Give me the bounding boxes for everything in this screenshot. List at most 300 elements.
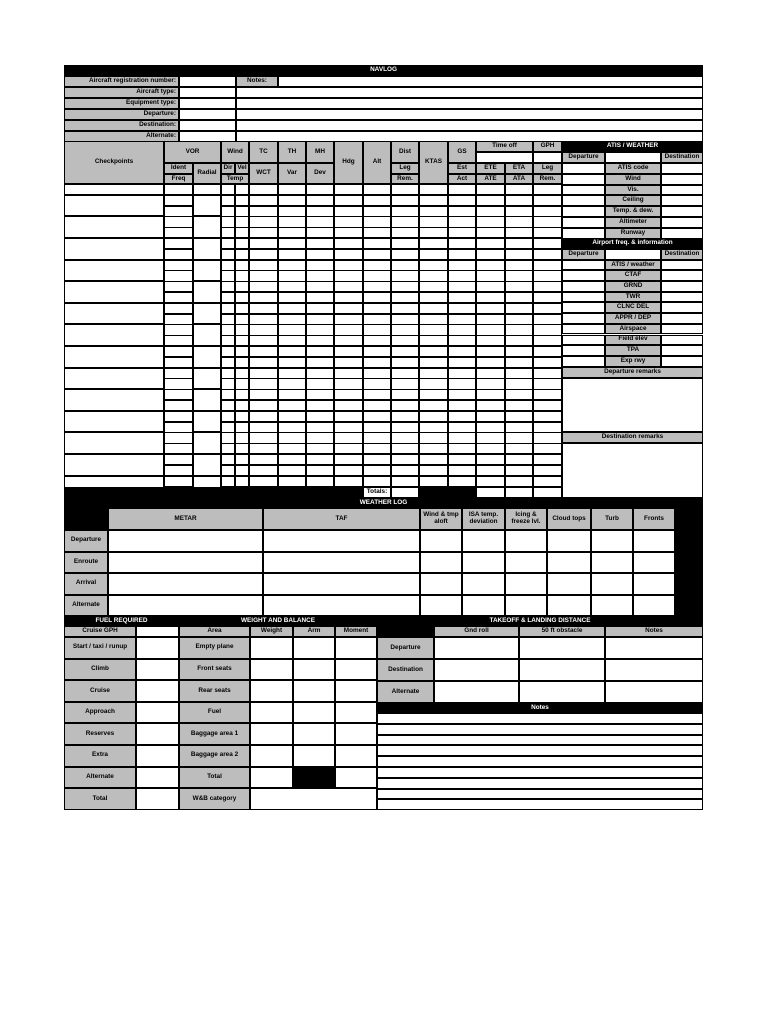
navlog-cell[interactable] [221, 292, 235, 303]
weather-cell[interactable] [591, 573, 633, 595]
airport-destination-value[interactable] [661, 302, 703, 313]
navlog-cell[interactable] [306, 314, 334, 325]
takeoff-cell[interactable] [434, 637, 519, 659]
weather-cell[interactable] [633, 573, 675, 595]
navlog-cell[interactable] [249, 454, 278, 465]
checkpoint-cell[interactable] [64, 281, 164, 303]
navlog-cell[interactable] [221, 443, 235, 454]
departure-remarks-field[interactable] [562, 378, 703, 432]
radial-cell[interactable] [193, 324, 221, 346]
destination-remarks-field[interactable] [562, 443, 703, 498]
navlog-cell[interactable] [448, 281, 476, 292]
navlog-cell[interactable] [334, 465, 363, 476]
navlog-cell[interactable] [505, 249, 533, 260]
navlog-cell[interactable] [505, 443, 533, 454]
navlog-cell[interactable] [363, 314, 391, 325]
navlog-cell[interactable] [221, 303, 235, 314]
wb-category-field[interactable] [250, 788, 377, 810]
navlog-cell[interactable] [249, 324, 278, 335]
navlog-cell[interactable] [476, 314, 505, 325]
navlog-cell[interactable] [334, 216, 363, 227]
navlog-cell[interactable] [476, 324, 505, 335]
weather-cell[interactable] [420, 595, 462, 617]
navlog-cell[interactable] [419, 281, 448, 292]
weather-cell[interactable] [633, 595, 675, 617]
navlog-cell[interactable] [278, 411, 306, 422]
notes-line[interactable] [377, 767, 703, 778]
airport-departure-value[interactable] [562, 313, 605, 324]
navlog-cell[interactable] [235, 206, 249, 217]
navlog-cell[interactable] [363, 292, 391, 303]
navlog-cell[interactable] [533, 303, 562, 314]
navlog-cell[interactable] [448, 184, 476, 195]
navlog-cell[interactable] [235, 303, 249, 314]
navlog-cell[interactable] [533, 432, 562, 443]
navlog-cell[interactable] [391, 411, 419, 422]
navlog-cell[interactable] [235, 400, 249, 411]
airport-departure-value[interactable] [562, 281, 605, 292]
navlog-cell[interactable] [363, 303, 391, 314]
weather-cell[interactable] [633, 552, 675, 574]
navlog-cell[interactable] [306, 454, 334, 465]
navlog-cell[interactable] [164, 238, 193, 249]
navlog-cell[interactable] [391, 335, 419, 346]
navlog-cell[interactable] [533, 335, 562, 346]
navlog-cell[interactable] [235, 260, 249, 271]
navlog-cell[interactable] [306, 346, 334, 357]
wb-moment[interactable] [335, 702, 377, 724]
wb-arm[interactable] [293, 659, 335, 681]
navlog-cell[interactable] [278, 476, 306, 487]
navlog-cell[interactable] [391, 227, 419, 238]
navlog-cell[interactable] [363, 465, 391, 476]
wb-arm[interactable] [293, 680, 335, 702]
navlog-cell[interactable] [391, 249, 419, 260]
navlog-cell[interactable] [306, 422, 334, 433]
navlog-cell[interactable] [419, 476, 448, 487]
radial-cell[interactable] [193, 389, 221, 411]
navlog-cell[interactable] [533, 378, 562, 389]
info-line-1[interactable] [236, 87, 703, 98]
navlog-cell[interactable] [505, 238, 533, 249]
weather-cell[interactable] [420, 552, 462, 574]
navlog-cell[interactable] [419, 270, 448, 281]
navlog-cell[interactable] [221, 281, 235, 292]
navlog-cell[interactable] [164, 432, 193, 443]
navlog-cell[interactable] [448, 238, 476, 249]
navlog-cell[interactable] [448, 454, 476, 465]
weather-cell[interactable] [108, 552, 263, 574]
navlog-cell[interactable] [448, 292, 476, 303]
airport-destination-value[interactable] [661, 335, 703, 346]
weather-cell[interactable] [263, 552, 420, 574]
navlog-cell[interactable] [164, 346, 193, 357]
navlog-cell[interactable] [235, 357, 249, 368]
navlog-cell[interactable] [249, 281, 278, 292]
navlog-cell[interactable] [249, 378, 278, 389]
navlog-cell[interactable] [476, 195, 505, 206]
navlog-cell[interactable] [221, 216, 235, 227]
fuel-value[interactable] [136, 788, 179, 810]
navlog-cell[interactable] [476, 292, 505, 303]
navlog-cell[interactable] [419, 314, 448, 325]
navlog-cell[interactable] [533, 443, 562, 454]
navlog-cell[interactable] [164, 303, 193, 314]
navlog-cell[interactable] [363, 422, 391, 433]
navlog-cell[interactable] [448, 314, 476, 325]
navlog-cell[interactable] [505, 432, 533, 443]
navlog-cell[interactable] [419, 195, 448, 206]
navlog-cell[interactable] [164, 314, 193, 325]
wb-moment[interactable] [335, 745, 377, 767]
takeoff-cell[interactable] [434, 681, 519, 703]
navlog-cell[interactable] [164, 400, 193, 411]
navlog-cell[interactable] [505, 314, 533, 325]
navlog-cell[interactable] [249, 303, 278, 314]
navlog-cell[interactable] [164, 206, 193, 217]
navlog-cell[interactable] [391, 184, 419, 195]
atis-departure-value[interactable] [562, 174, 605, 185]
navlog-cell[interactable] [363, 432, 391, 443]
wb-arm[interactable] [293, 745, 335, 767]
atis-destination-value[interactable] [661, 163, 703, 174]
weather-cell[interactable] [547, 530, 591, 552]
navlog-cell[interactable] [476, 400, 505, 411]
wb-weight[interactable] [250, 659, 293, 681]
navlog-cell[interactable] [533, 206, 562, 217]
weather-cell[interactable] [591, 595, 633, 617]
airport-destination-value[interactable] [661, 356, 703, 367]
navlog-cell[interactable] [278, 303, 306, 314]
navlog-cell[interactable] [505, 400, 533, 411]
navlog-cell[interactable] [533, 465, 562, 476]
navlog-cell[interactable] [221, 411, 235, 422]
airport-departure-value[interactable] [562, 270, 605, 281]
navlog-cell[interactable] [235, 270, 249, 281]
navlog-cell[interactable] [363, 368, 391, 379]
navlog-cell[interactable] [221, 465, 235, 476]
navlog-cell[interactable] [533, 422, 562, 433]
navlog-cell[interactable] [391, 443, 419, 454]
navlog-cell[interactable] [476, 476, 505, 487]
navlog-cell[interactable] [278, 368, 306, 379]
info-value-3[interactable] [179, 109, 236, 120]
checkpoint-cell[interactable] [64, 411, 164, 433]
navlog-cell[interactable] [334, 227, 363, 238]
navlog-cell[interactable] [306, 195, 334, 206]
wb-moment[interactable] [335, 659, 377, 681]
navlog-cell[interactable] [235, 227, 249, 238]
checkpoint-cell[interactable] [64, 216, 164, 238]
navlog-cell[interactable] [249, 368, 278, 379]
takeoff-cell[interactable] [605, 659, 703, 681]
navlog-cell[interactable] [363, 378, 391, 389]
airport-destination-value[interactable] [661, 281, 703, 292]
navlog-cell[interactable] [419, 443, 448, 454]
navlog-cell[interactable] [221, 454, 235, 465]
navlog-cell[interactable] [249, 238, 278, 249]
atis-destination-value[interactable] [661, 195, 703, 206]
wb-weight[interactable] [250, 723, 293, 745]
wb-weight[interactable] [250, 745, 293, 767]
weather-cell[interactable] [420, 573, 462, 595]
navlog-cell[interactable] [221, 206, 235, 217]
navlog-cell[interactable] [334, 249, 363, 260]
navlog-cell[interactable] [533, 184, 562, 195]
radial-cell[interactable] [193, 411, 221, 433]
navlog-cell[interactable] [391, 292, 419, 303]
navlog-cell[interactable] [476, 216, 505, 227]
navlog-cell[interactable] [164, 195, 193, 206]
navlog-cell[interactable] [334, 270, 363, 281]
radial-cell[interactable] [193, 432, 221, 454]
notes-line[interactable] [377, 745, 703, 756]
navlog-cell[interactable] [419, 303, 448, 314]
navlog-cell[interactable] [221, 238, 235, 249]
atis-destination-value[interactable] [661, 217, 703, 228]
atis-departure-value[interactable] [562, 163, 605, 174]
navlog-cell[interactable] [306, 476, 334, 487]
navlog-cell[interactable] [391, 281, 419, 292]
navlog-cell[interactable] [278, 400, 306, 411]
checkpoint-cell[interactable] [64, 454, 164, 476]
fuel-value[interactable] [136, 659, 179, 681]
airport-departure-value[interactable] [562, 324, 605, 335]
navlog-cell[interactable] [334, 422, 363, 433]
navlog-cell[interactable] [278, 216, 306, 227]
navlog-cell[interactable] [391, 454, 419, 465]
notes-line[interactable] [377, 799, 703, 810]
navlog-cell[interactable] [164, 443, 193, 454]
navlog-cell[interactable] [249, 195, 278, 206]
navlog-cell[interactable] [249, 432, 278, 443]
navlog-cell[interactable] [476, 357, 505, 368]
weather-cell[interactable] [263, 530, 420, 552]
weather-cell[interactable] [505, 530, 547, 552]
navlog-cell[interactable] [235, 389, 249, 400]
navlog-cell[interactable] [419, 368, 448, 379]
airport-blank-top[interactable] [605, 249, 661, 260]
navlog-cell[interactable] [278, 324, 306, 335]
info-value-2[interactable] [179, 98, 236, 109]
navlog-cell[interactable] [306, 216, 334, 227]
navlog-cell[interactable] [278, 314, 306, 325]
navlog-cell[interactable] [221, 270, 235, 281]
navlog-cell[interactable] [391, 368, 419, 379]
navlog-cell[interactable] [221, 368, 235, 379]
navlog-cell[interactable] [448, 206, 476, 217]
navlog-cell[interactable] [505, 227, 533, 238]
weather-cell[interactable] [420, 530, 462, 552]
navlog-cell[interactable] [363, 346, 391, 357]
cruise-gph-field[interactable] [136, 626, 179, 637]
navlog-cell[interactable] [306, 465, 334, 476]
navlog-cell[interactable] [306, 227, 334, 238]
navlog-cell[interactable] [278, 227, 306, 238]
navlog-cell[interactable] [533, 476, 562, 487]
takeoff-cell[interactable] [519, 659, 605, 681]
wb-moment[interactable] [335, 680, 377, 702]
navlog-cell[interactable] [363, 389, 391, 400]
navlog-cell[interactable] [505, 335, 533, 346]
radial-cell[interactable] [193, 454, 221, 476]
navlog-cell[interactable] [505, 195, 533, 206]
navlog-cell[interactable] [235, 281, 249, 292]
wb-arm[interactable] [293, 702, 335, 724]
navlog-cell[interactable] [278, 260, 306, 271]
navlog-cell[interactable] [419, 422, 448, 433]
fuel-value[interactable] [136, 680, 179, 702]
navlog-cell[interactable] [306, 303, 334, 314]
checkpoint-cell[interactable] [64, 303, 164, 325]
navlog-cell[interactable] [235, 476, 249, 487]
navlog-cell[interactable] [533, 357, 562, 368]
navlog-cell[interactable] [164, 216, 193, 227]
notes-line[interactable] [377, 778, 703, 789]
navlog-cell[interactable] [363, 260, 391, 271]
navlog-cell[interactable] [306, 324, 334, 335]
navlog-cell[interactable] [505, 465, 533, 476]
navlog-cell[interactable] [419, 432, 448, 443]
airport-destination-value[interactable] [661, 313, 703, 324]
navlog-cell[interactable] [419, 400, 448, 411]
airport-departure-value[interactable] [562, 335, 605, 346]
takeoff-cell[interactable] [519, 681, 605, 703]
navlog-cell[interactable] [448, 465, 476, 476]
radial-cell[interactable] [193, 184, 221, 195]
totals-ete[interactable] [476, 487, 505, 498]
navlog-cell[interactable] [278, 206, 306, 217]
navlog-cell[interactable] [533, 270, 562, 281]
navlog-cell[interactable] [533, 411, 562, 422]
checkpoint-cell[interactable] [64, 184, 164, 195]
airport-destination-value[interactable] [661, 270, 703, 281]
navlog-cell[interactable] [221, 476, 235, 487]
navlog-cell[interactable] [334, 238, 363, 249]
airport-destination-value[interactable] [661, 260, 703, 271]
navlog-cell[interactable] [476, 422, 505, 433]
navlog-cell[interactable] [505, 378, 533, 389]
checkpoint-cell[interactable] [64, 324, 164, 346]
weather-cell[interactable] [108, 573, 263, 595]
navlog-cell[interactable] [533, 454, 562, 465]
navlog-cell[interactable] [278, 292, 306, 303]
wb-arm[interactable] [293, 637, 335, 659]
navlog-cell[interactable] [448, 400, 476, 411]
gph-field[interactable] [533, 152, 562, 163]
navlog-cell[interactable] [363, 206, 391, 217]
navlog-cell[interactable] [476, 249, 505, 260]
navlog-cell[interactable] [419, 346, 448, 357]
navlog-cell[interactable] [505, 292, 533, 303]
navlog-cell[interactable] [363, 184, 391, 195]
navlog-cell[interactable] [334, 411, 363, 422]
navlog-cell[interactable] [235, 324, 249, 335]
navlog-cell[interactable] [278, 249, 306, 260]
navlog-cell[interactable] [363, 400, 391, 411]
navlog-cell[interactable] [505, 303, 533, 314]
navlog-cell[interactable] [505, 281, 533, 292]
navlog-cell[interactable] [334, 368, 363, 379]
navlog-cell[interactable] [505, 346, 533, 357]
navlog-cell[interactable] [419, 335, 448, 346]
atis-departure-value[interactable] [562, 185, 605, 196]
navlog-cell[interactable] [306, 281, 334, 292]
radial-cell[interactable] [193, 216, 221, 238]
navlog-cell[interactable] [476, 270, 505, 281]
navlog-cell[interactable] [235, 465, 249, 476]
navlog-cell[interactable] [363, 476, 391, 487]
navlog-cell[interactable] [391, 238, 419, 249]
navlog-cell[interactable] [221, 314, 235, 325]
navlog-cell[interactable] [249, 443, 278, 454]
navlog-cell[interactable] [363, 335, 391, 346]
navlog-cell[interactable] [448, 346, 476, 357]
navlog-cell[interactable] [476, 335, 505, 346]
atis-destination-value[interactable] [661, 228, 703, 239]
navlog-cell[interactable] [306, 206, 334, 217]
airport-departure-value[interactable] [562, 345, 605, 356]
navlog-cell[interactable] [476, 389, 505, 400]
navlog-cell[interactable] [235, 378, 249, 389]
weather-cell[interactable] [263, 595, 420, 617]
navlog-cell[interactable] [334, 432, 363, 443]
info-line-3[interactable] [236, 109, 703, 120]
navlog-cell[interactable] [448, 216, 476, 227]
navlog-cell[interactable] [249, 389, 278, 400]
navlog-cell[interactable] [363, 324, 391, 335]
navlog-cell[interactable] [164, 357, 193, 368]
navlog-cell[interactable] [448, 368, 476, 379]
takeoff-cell[interactable] [605, 681, 703, 703]
checkpoint-cell[interactable] [64, 238, 164, 260]
navlog-cell[interactable] [334, 303, 363, 314]
fuel-value[interactable] [136, 637, 179, 659]
notes-line[interactable] [377, 724, 703, 735]
airport-departure-value[interactable] [562, 292, 605, 303]
navlog-cell[interactable] [334, 346, 363, 357]
weather-cell[interactable] [505, 573, 547, 595]
navlog-cell[interactable] [476, 411, 505, 422]
navlog-cell[interactable] [249, 357, 278, 368]
checkpoint-cell[interactable] [64, 368, 164, 390]
navlog-cell[interactable] [533, 389, 562, 400]
navlog-cell[interactable] [419, 184, 448, 195]
navlog-cell[interactable] [476, 260, 505, 271]
navlog-cell[interactable] [164, 454, 193, 465]
navlog-cell[interactable] [334, 281, 363, 292]
navlog-cell[interactable] [334, 184, 363, 195]
radial-cell[interactable] [193, 195, 221, 217]
atis-destination-value[interactable] [661, 174, 703, 185]
navlog-cell[interactable] [448, 249, 476, 260]
navlog-cell[interactable] [164, 292, 193, 303]
weather-cell[interactable] [591, 552, 633, 574]
navlog-cell[interactable] [505, 357, 533, 368]
navlog-cell[interactable] [235, 184, 249, 195]
navlog-cell[interactable] [306, 411, 334, 422]
navlog-cell[interactable] [164, 335, 193, 346]
notes-line[interactable] [377, 756, 703, 767]
navlog-cell[interactable] [221, 357, 235, 368]
info-value-4[interactable] [179, 120, 236, 131]
info-line-2[interactable] [236, 98, 703, 109]
navlog-cell[interactable] [476, 454, 505, 465]
navlog-cell[interactable] [533, 281, 562, 292]
navlog-cell[interactable] [164, 184, 193, 195]
navlog-cell[interactable] [505, 260, 533, 271]
navlog-cell[interactable] [278, 454, 306, 465]
